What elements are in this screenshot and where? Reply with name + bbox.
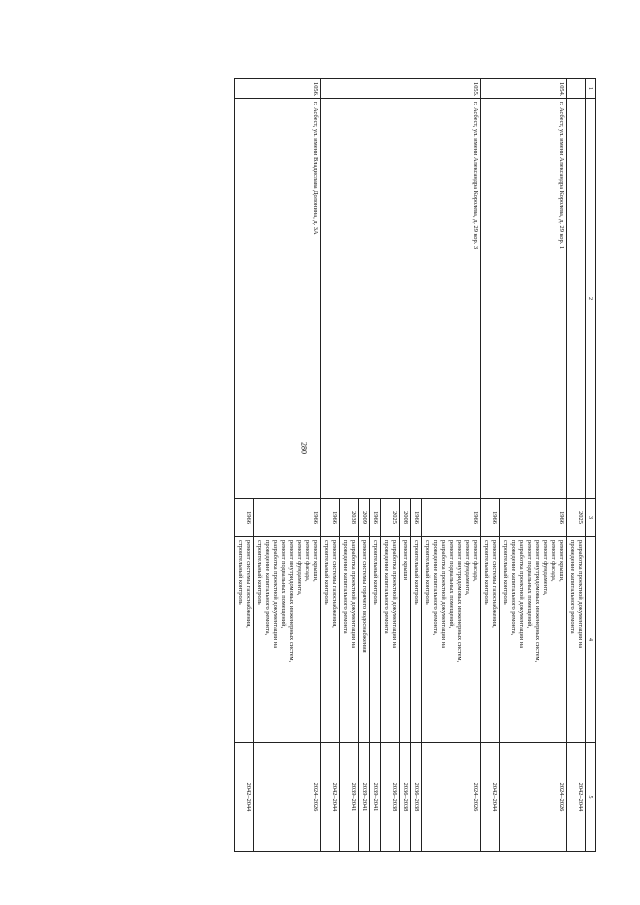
period-cell: 2024–2026 <box>500 743 567 852</box>
work-item: строительный контроль <box>237 540 244 605</box>
period-cell: 2042–2044 <box>481 743 500 852</box>
period-cell: 2036–2038 <box>400 743 411 852</box>
work-item: строительный контроль <box>323 540 330 605</box>
building-index-cell <box>567 79 586 99</box>
work-item: строительный контроль <box>424 540 431 605</box>
work-item: разработка проектной документации на <box>350 540 357 649</box>
repair-schedule-table-wrapper <box>76 78 596 851</box>
year-cell: 1966 <box>254 499 321 537</box>
work-item: проведение капитального ремонта <box>342 540 349 634</box>
building-address-cell: г. Асбест, ул. имени Александра Королева, д. 29 кор. 1 <box>481 99 567 499</box>
work-item: разработка проектной документации на <box>272 540 279 649</box>
work-item: ремонт фундамента, <box>464 540 471 596</box>
year-cell: 2008 <box>400 499 411 537</box>
table-row <box>567 79 586 852</box>
column-number-cell: 5 <box>586 743 596 852</box>
work-item: разработка проектной документации на <box>577 540 584 649</box>
column-number-cell: 1 <box>586 79 596 99</box>
year-cell: 2009 <box>359 499 370 537</box>
year-cell: 1966 <box>411 499 422 537</box>
work-item: ремонт внутридомовых инженерных систем, <box>288 540 295 663</box>
page-number: 280 <box>299 442 309 454</box>
work-item: ремонт фасада, <box>550 540 557 582</box>
work-item: ремонт фасада, <box>472 540 479 582</box>
work-item: строительный контроль <box>502 540 509 605</box>
work-item: ремонт крыши, <box>558 540 565 582</box>
works-cell <box>321 537 340 743</box>
work-item: проведение капитального ремонта, <box>264 540 271 636</box>
table-body <box>235 79 596 852</box>
table-row <box>422 79 481 852</box>
repair-schedule-table <box>234 78 596 852</box>
work-item: ремонт системы горячего водоснабжения <box>361 540 368 653</box>
work-item: строительный контроль <box>256 540 263 605</box>
year-cell: 1966 <box>370 499 381 537</box>
works-cell <box>340 537 359 743</box>
year-cell: 1966 <box>481 499 500 537</box>
work-item: разработка проектной документации на <box>518 540 525 649</box>
works-cell <box>411 537 422 743</box>
period-cell: 2036–2038 <box>381 743 400 852</box>
work-item: разработка проектной документации на <box>440 540 447 649</box>
work-item: ремонт крыши, <box>312 540 319 582</box>
works-cell <box>500 537 567 743</box>
work-item: ремонт подвальных помещений, <box>448 540 455 629</box>
work-item: проведение капитального ремонта <box>383 540 390 634</box>
period-cell: 2042–2044 <box>567 743 586 852</box>
work-item: проведение капитального ремонта, <box>510 540 517 636</box>
period-cell: 2042–2044 <box>235 743 254 852</box>
period-cell: 2039–2041 <box>340 743 359 852</box>
year-cell: 1966 <box>422 499 481 537</box>
building-address-cell: г. Асбест, ул. имени Александра Королева, д. 29 кор. 3 <box>321 99 481 499</box>
period-cell: 2024–2026 <box>422 743 481 852</box>
building-address-cell <box>567 99 586 499</box>
work-item: ремонт подвальных помещений, <box>526 540 533 629</box>
works-cell <box>481 537 500 743</box>
year-cell: 2025 <box>381 499 400 537</box>
work-item: ремонт внутридомовых инженерных систем, <box>534 540 541 663</box>
rotated-table-container <box>76 78 596 851</box>
table-row <box>254 79 321 852</box>
works-cell <box>359 537 370 743</box>
building-address-cell: г. Асбест, ул. имени Владислава Долонина, д. 3А <box>235 99 321 499</box>
work-item: ремонт подвальных помещений, <box>280 540 287 629</box>
work-item: ремонт системы газоснабжения, <box>331 540 338 628</box>
work-item: проведение капитального ремонта, <box>432 540 439 636</box>
year-cell: 2038 <box>340 499 359 537</box>
works-cell <box>235 537 254 743</box>
works-cell <box>370 537 381 743</box>
works-cell <box>567 537 586 743</box>
period-cell: 2039–2041 <box>359 743 370 852</box>
period-cell: 2042–2044 <box>321 743 340 852</box>
building-index-cell: 1055. <box>321 79 481 99</box>
work-item: ремонт внутридомовых инженерных систем, <box>456 540 463 663</box>
table-row <box>500 79 567 852</box>
work-item: строительный контроль <box>483 540 490 605</box>
work-item: ремонт фасада, <box>304 540 311 582</box>
work-item: ремонт системы газоснабжения, <box>491 540 498 628</box>
year-cell: 1966 <box>235 499 254 537</box>
period-cell: 2039–2041 <box>370 743 381 852</box>
works-cell <box>254 537 321 743</box>
work-item: ремонт крыши <box>402 540 409 581</box>
year-cell: 2025 <box>567 499 586 537</box>
column-number-cell: 4 <box>586 537 596 743</box>
work-item: ремонт фундамента, <box>296 540 303 596</box>
work-item: проведение капитального ремонта <box>569 540 576 634</box>
period-cell: 2024–2026 <box>254 743 321 852</box>
work-item: ремонт системы газоснабжения, <box>245 540 252 628</box>
column-number-row <box>586 79 596 852</box>
period-cell: 2036–2038 <box>411 743 422 852</box>
year-cell: 1966 <box>500 499 567 537</box>
year-cell: 1966 <box>321 499 340 537</box>
works-cell <box>422 537 481 743</box>
works-cell <box>381 537 400 743</box>
works-cell <box>400 537 411 743</box>
building-index-cell: 1054. <box>481 79 567 99</box>
work-item: разработка проектной документации на <box>391 540 398 649</box>
building-index-cell: 1056. <box>235 79 321 99</box>
column-number-cell: 3 <box>586 499 596 537</box>
work-item: строительный контроль <box>372 540 379 605</box>
column-number-cell: 2 <box>586 99 596 499</box>
work-item: строительный контроль <box>413 540 420 605</box>
work-item: ремонт фундамента, <box>542 540 549 596</box>
